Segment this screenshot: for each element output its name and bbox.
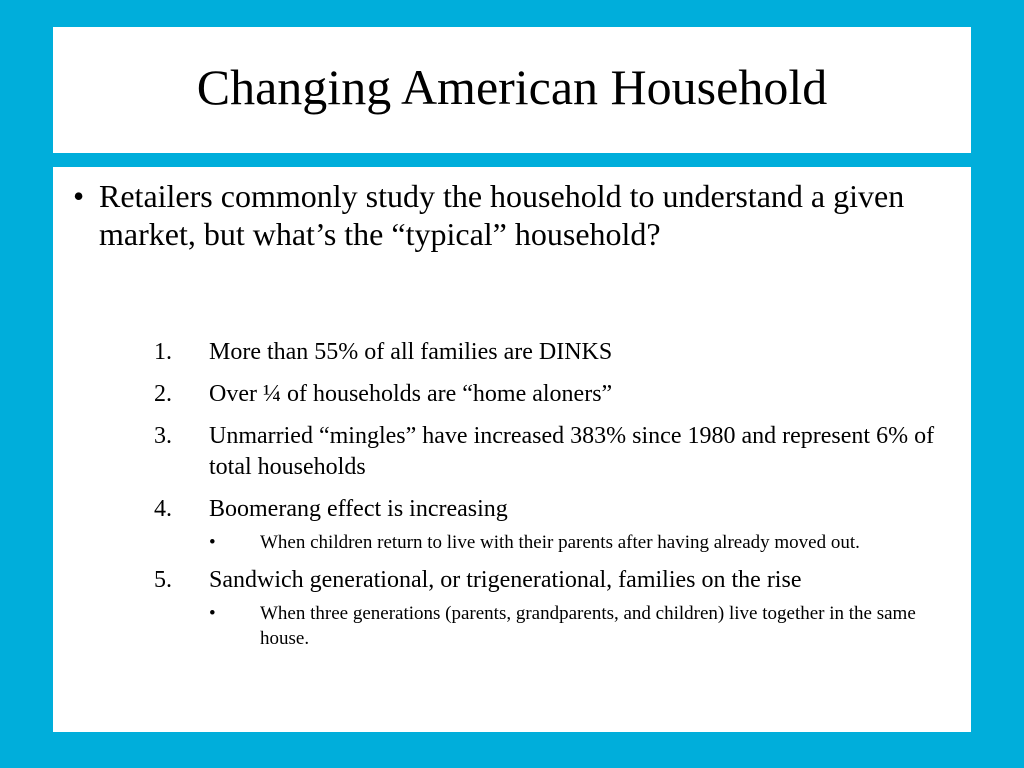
sub-bullet-text: When three generations (parents, grandparents, and children) live together in the same house.	[260, 603, 916, 649]
sub-bullet-text: When children return to live with their parents after having already moved out.	[260, 532, 860, 553]
sub-bullet-marker: •	[209, 532, 216, 553]
item-text: Sandwich generational, or trigenerational, families on the rise	[209, 567, 802, 593]
numbered-list	[154, 337, 954, 661]
main-bullet-text: Retailers commonly study the household to understand a given market, but what’s the “typical” household?	[99, 178, 905, 252]
list-item	[154, 565, 954, 596]
item-number: 4.	[154, 496, 172, 522]
item-number: 1.	[154, 339, 172, 365]
sub-bullet-marker: •	[209, 603, 216, 624]
bullet-marker: •	[73, 178, 85, 214]
list-item	[154, 421, 954, 483]
list-item	[154, 494, 954, 525]
list-item	[154, 337, 954, 368]
content-panel	[53, 167, 971, 732]
title-panel	[53, 27, 971, 153]
sub-bullet	[209, 530, 954, 555]
list-item	[154, 379, 954, 410]
sub-bullet	[209, 601, 954, 651]
main-bullet	[73, 177, 953, 253]
slide-title: Changing American Household	[196, 59, 828, 115]
item-text: More than 55% of all families are DINKS	[209, 339, 613, 365]
item-number: 3.	[154, 423, 172, 449]
item-number: 5.	[154, 567, 172, 593]
item-number: 2.	[154, 381, 172, 407]
item-text: Over ¼ of households are “home aloners”	[209, 381, 613, 407]
item-text: Boomerang effect is increasing	[209, 496, 508, 522]
item-text: Unmarried “mingles” have increased 383% since 1980 and represent 6% of total households	[209, 423, 935, 480]
